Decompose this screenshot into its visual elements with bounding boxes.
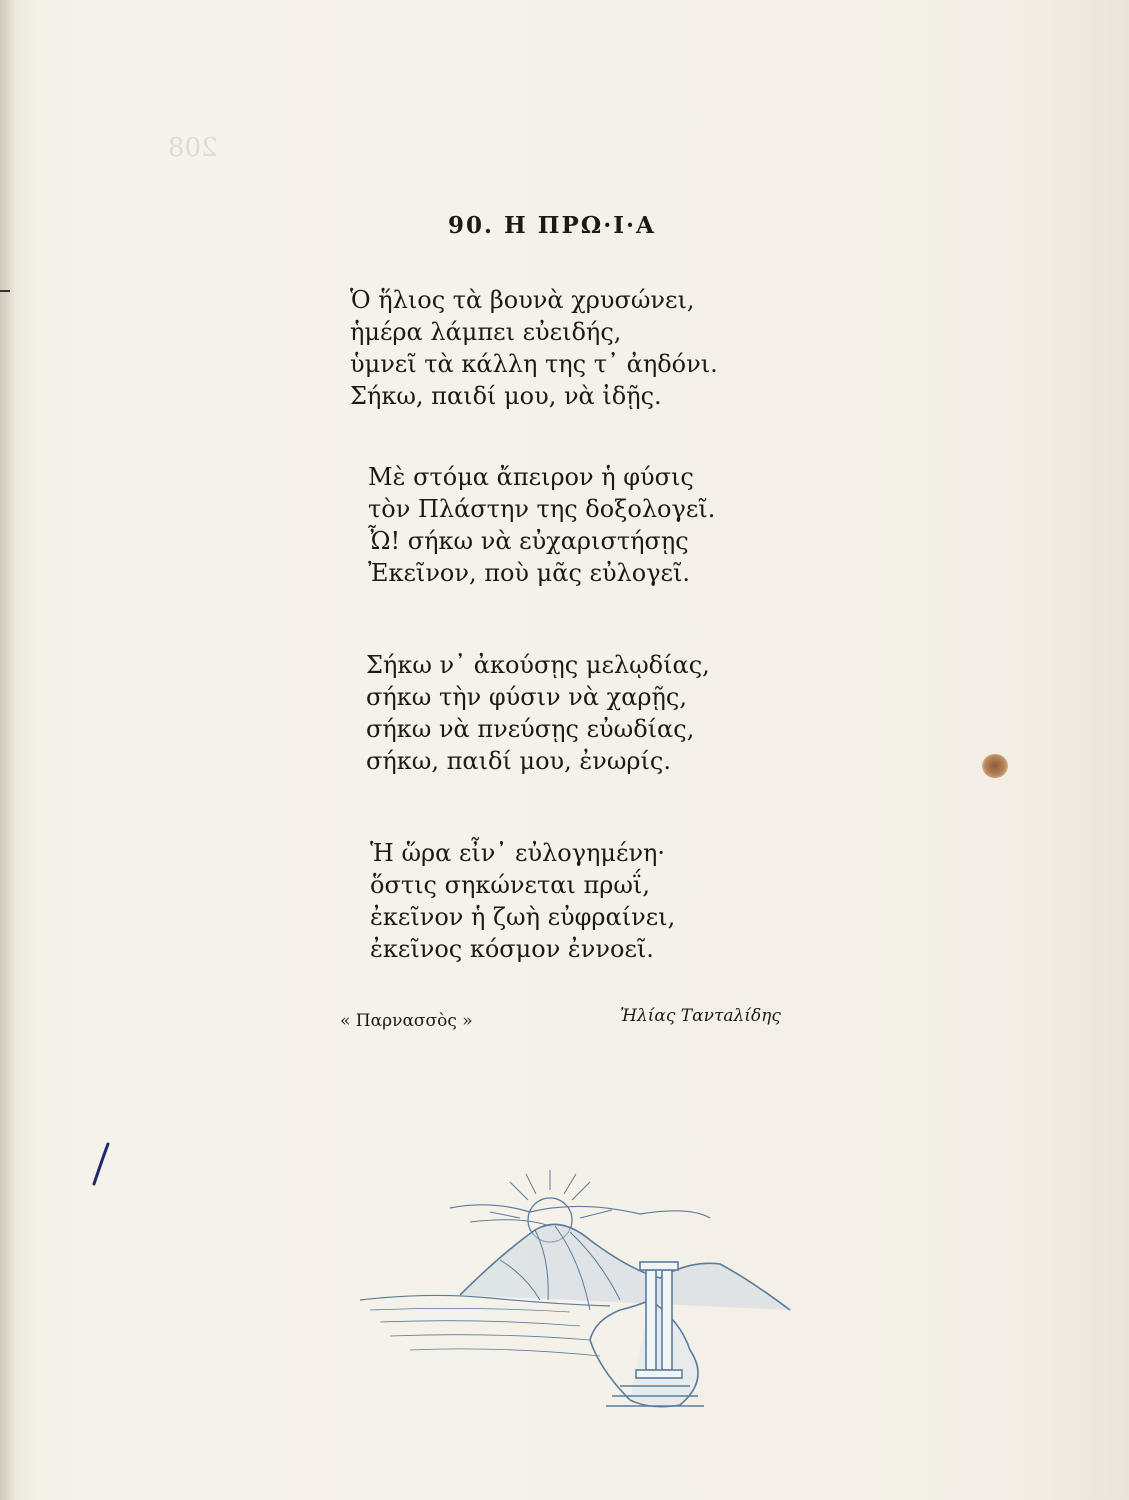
poem-source: « Παρνασσὸς » xyxy=(340,1011,473,1031)
verse-line: ὑμνεῖ τὰ κάλλη της τ᾽ ἀηδόνι. xyxy=(350,349,718,378)
verse-line: ἡμέρα λάμπει εὐειδής, xyxy=(350,317,622,346)
verse-line: Ὁ ἥλιος τὰ βουνὰ χρυσώνει, xyxy=(350,286,695,314)
verse-line: Ἐκεῖνον, ποὺ μᾶς εὐλογεῖ. xyxy=(368,558,691,587)
bleed-through-page-number: 208 xyxy=(168,133,218,163)
page-spine-edge xyxy=(0,0,14,1500)
verse-line: τὸν Πλάστην της δοξολογεῖ. xyxy=(368,494,716,523)
landscape-vignette-icon xyxy=(350,1160,810,1420)
stanza-4 xyxy=(370,838,840,966)
verse-line: σήκω, παιδί μου, ἐνωρίς. xyxy=(366,746,671,775)
verse-line: Μὲ στόμα ἄπειρον ἡ φύσις xyxy=(368,463,694,491)
verse-line: ὅστις σηκώνεται πρωΐ, xyxy=(370,870,650,899)
verse-line: Ἡ ὥρα εἶν᾽ εὐλογημένη· xyxy=(370,839,666,867)
verse-line: Σήκω ν᾽ ἀκούσῃς μελῳδίας, xyxy=(366,651,710,679)
verse-line: σήκω νὰ πνεύσῃς εὐωδίας, xyxy=(366,714,695,743)
poem-title: 90. Η ΠΡΩ·Ι·Α xyxy=(448,212,656,239)
verse-line: Σήκω, παιδί μου, νὰ ἰδῇς. xyxy=(350,381,662,410)
pencil-mark-icon xyxy=(86,1140,116,1190)
verse-line: σήκω τὴν φύσιν νὰ χαρῇς, xyxy=(366,682,687,711)
stanza-3 xyxy=(366,650,836,778)
verse-line: Ὦ! σήκω νὰ εὐχαριστήσῃς xyxy=(368,526,689,555)
ink-stain xyxy=(982,754,1008,778)
verse-line: ἐκεῖνος κόσμον ἐννοεῖ. xyxy=(370,934,654,963)
stanza-2 xyxy=(368,462,838,590)
poem-author: Ἠλίας Ταντaλίδης xyxy=(620,1006,781,1026)
margin-mark xyxy=(0,290,10,292)
stanza-1 xyxy=(350,285,820,413)
verse-line: ἐκεῖνον ἡ ζωὴ εὐφραίνει, xyxy=(370,902,676,931)
